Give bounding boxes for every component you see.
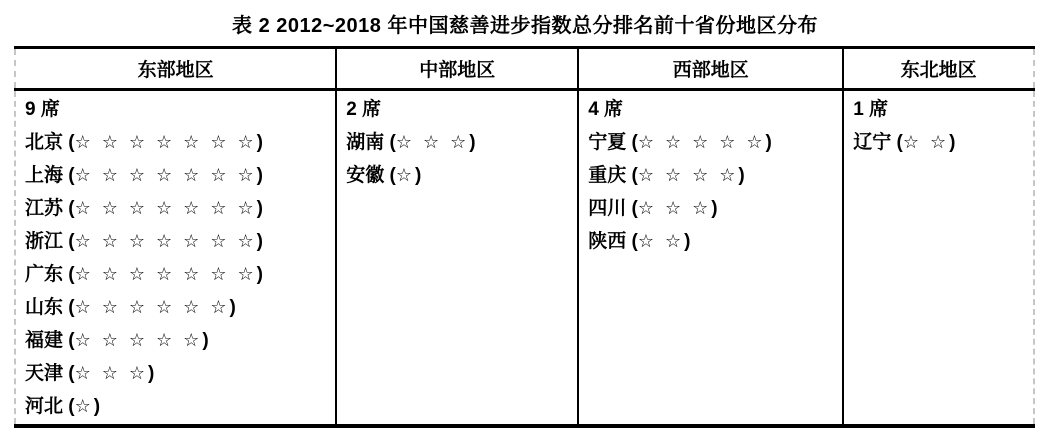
star-rating: ☆ ☆ ☆ ☆ ☆ ☆ ☆ [74,165,257,185]
seat-count: 1 席 [853,99,889,120]
province-entry: 山东 (☆ ☆ ☆ ☆ ☆ ☆) [25,297,236,318]
province-name: 陕西 [588,231,627,252]
province-name: 广东 [25,264,64,285]
star-rating: ☆ ☆ ☆ ☆ [637,165,739,185]
province-name: 福建 [25,330,64,351]
column-central-cell [336,90,578,427]
province-entry: 辽宁 (☆ ☆) [853,132,956,153]
province-name: 安徽 [346,165,385,186]
seat-count: 4 席 [588,99,624,120]
province-name: 北京 [25,132,64,153]
province-entry: 河北 (☆) [25,396,101,417]
province-name: 湖南 [346,132,385,153]
column-northeast-cell [843,90,1034,427]
province-entry: 上海 (☆ ☆ ☆ ☆ ☆ ☆ ☆) [25,165,263,186]
star-rating: ☆ [395,165,416,185]
province-name: 江苏 [25,198,64,219]
star-rating: ☆ ☆ [637,231,685,251]
province-entry: 北京 (☆ ☆ ☆ ☆ ☆ ☆ ☆) [25,132,263,153]
seat-count: 9 席 [25,99,60,120]
province-name: 四川 [588,198,627,219]
province-entry: 湖南 (☆ ☆ ☆) [346,132,476,153]
star-rating: ☆ ☆ ☆ ☆ ☆ [74,330,203,350]
body-row [15,90,1034,427]
column-west-cell [578,90,843,427]
province-name: 辽宁 [853,132,892,153]
province-entry: 安徽 (☆) [346,165,422,186]
star-rating: ☆ ☆ ☆ ☆ ☆ ☆ ☆ [74,231,257,251]
province-name: 重庆 [588,165,627,186]
star-rating: ☆ ☆ [902,132,950,152]
province-entry: 陕西 (☆ ☆) [588,231,691,252]
column-header-northeast: 东北地区 [843,48,1034,90]
region-distribution-table [14,46,1035,428]
province-name: 山东 [25,297,64,318]
province-entry: 天津 (☆ ☆ ☆) [25,363,155,384]
star-rating: ☆ ☆ ☆ ☆ ☆ ☆ [74,297,230,317]
province-entry: 浙江 (☆ ☆ ☆ ☆ ☆ ☆ ☆) [25,231,263,252]
star-rating: ☆ ☆ ☆ ☆ ☆ ☆ ☆ [74,198,257,218]
province-name: 天津 [25,363,64,384]
column-header-east: 东部地区 [15,48,336,90]
column-header-west: 西部地区 [578,48,843,90]
star-rating: ☆ ☆ ☆ ☆ ☆ ☆ ☆ [74,264,257,284]
province-name: 河北 [25,396,64,417]
header-row [15,48,1034,90]
column-east-cell [15,90,336,427]
province-name: 宁夏 [588,132,627,153]
star-rating: ☆ [74,396,94,416]
star-rating: ☆ ☆ ☆ [637,198,712,218]
star-rating: ☆ ☆ ☆ [395,132,470,152]
province-name: 浙江 [25,231,64,252]
star-rating: ☆ ☆ ☆ ☆ ☆ ☆ ☆ [74,132,257,152]
seat-count: 2 席 [346,99,382,120]
table-caption: 表 2 2012~2018 年中国慈善进步指数总分排名前十省份地区分布 [232,15,818,37]
province-name: 上海 [25,165,64,186]
province-entry: 广东 (☆ ☆ ☆ ☆ ☆ ☆ ☆) [25,264,263,285]
column-header-central: 中部地区 [336,48,578,90]
province-entry: 重庆 (☆ ☆ ☆ ☆) [588,165,745,186]
star-rating: ☆ ☆ ☆ ☆ ☆ [637,132,766,152]
province-entry: 宁夏 (☆ ☆ ☆ ☆ ☆) [588,132,772,153]
star-rating: ☆ ☆ ☆ [74,363,149,383]
province-entry: 四川 (☆ ☆ ☆) [588,198,718,219]
province-entry: 江苏 (☆ ☆ ☆ ☆ ☆ ☆ ☆) [25,198,263,219]
province-entry: 福建 (☆ ☆ ☆ ☆ ☆) [25,330,209,351]
